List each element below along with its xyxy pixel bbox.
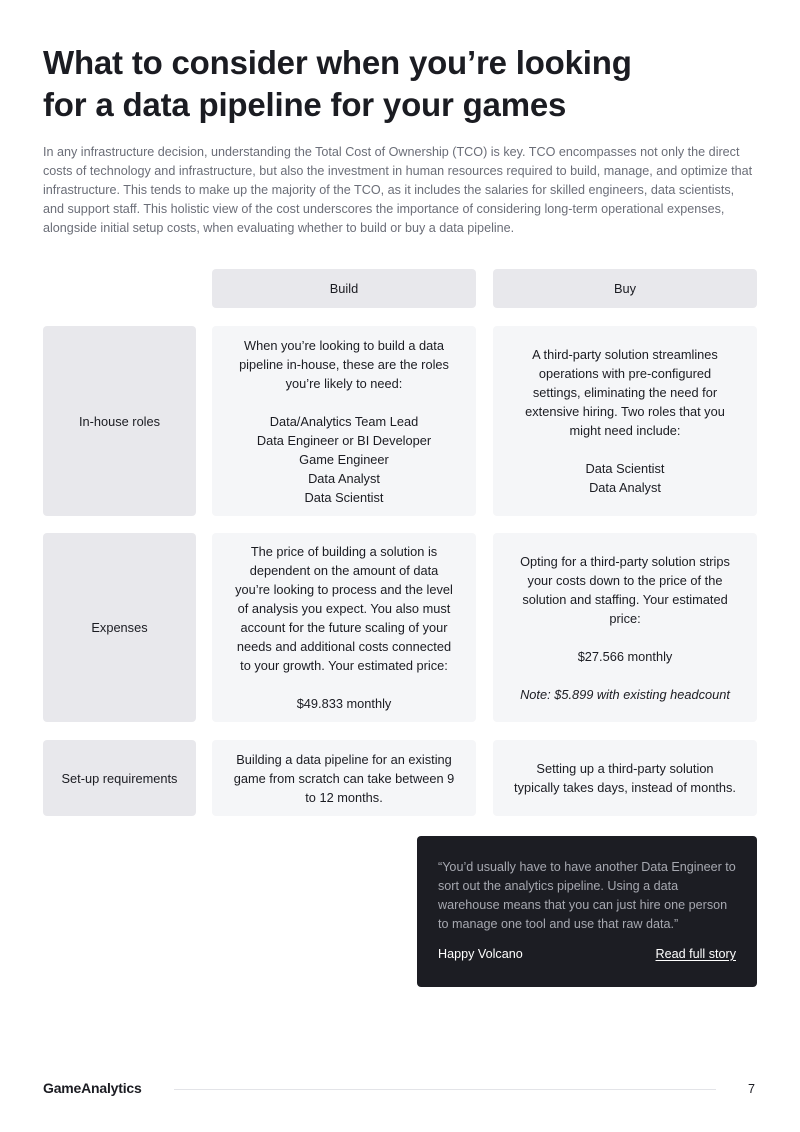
column-header-build-label: Build — [329, 281, 359, 296]
cell-text-line: to 12 months. — [305, 789, 383, 805]
cell-text-line: of analysis you expect. You also must — [237, 601, 451, 616]
row-label-text: In-house roles — [78, 413, 161, 429]
cell-build-expenses — [212, 533, 476, 722]
gameanalytics-logo: GameAnalytics — [43, 1080, 142, 1096]
cell-text-line: solution and staffing. Your estimated — [522, 591, 728, 607]
cell-build-in-house-roles — [212, 326, 476, 516]
cell-text-line: you’re likely to need: — [285, 375, 403, 391]
testimonial-author: Happy Volcano — [438, 947, 523, 961]
cell-text-line: The price of building a solution is — [250, 544, 438, 559]
cell-text-line: Opting for a third-party solution strips — [520, 553, 730, 569]
estimated-price: $27.566 monthly — [577, 648, 673, 664]
cell-text-line: dependent on the amount of data — [249, 563, 439, 578]
column-header-buy — [493, 269, 757, 308]
cell-text-line: needs and additional costs connected — [236, 639, 452, 654]
cell-text-line: game from scratch can take between 9 — [233, 770, 455, 786]
cell-text-line: account for the future scaling of your — [240, 620, 448, 635]
page-title-line-2: for a data pipeline for your games — [43, 86, 567, 123]
testimonial-footer — [438, 947, 736, 961]
cell-text-line: might need include: — [569, 423, 681, 438]
cell-text-line: to your growth. Your estimated price: — [240, 658, 448, 673]
role-item: Data Engineer or BI Developer — [256, 432, 432, 448]
cell-text-line: settings, eliminating the need for — [532, 385, 718, 400]
cell-build-set-up — [212, 740, 476, 816]
page-title — [43, 42, 743, 126]
role-item: Data Scientist — [585, 461, 665, 476]
column-header-buy-label: Buy — [613, 281, 637, 296]
testimonial-card — [417, 836, 757, 987]
testimonial-quote: “You’d usually have to have another Data Engineer to sort out the analytics pipeline. Using a data warehouse means that you can just hire one person to manage one tool and use that raw data.” — [438, 860, 736, 931]
role-item: Data/Analytics Team Lead — [269, 413, 419, 429]
cell-text-line: extensive hiring. Two roles that you — [525, 404, 725, 419]
row-label-expenses — [43, 533, 196, 722]
role-item: Data Analyst — [308, 470, 380, 486]
role-item: Data Analyst — [589, 480, 661, 495]
row-label-in-house-roles — [43, 326, 196, 516]
cell-buy-in-house-roles — [493, 326, 757, 516]
cell-text-line: A third-party solution streamlines — [532, 347, 718, 362]
role-item: Game Engineer — [299, 451, 389, 467]
role-item: Data Scientist — [304, 489, 384, 505]
cell-text-line: price: — [609, 610, 641, 626]
cell-text-line: you’re looking to process and the level — [235, 582, 453, 597]
cell-text-line: Setting up a third-party solution — [536, 761, 714, 776]
footer-divider — [174, 1089, 716, 1090]
page-title-line-1: What to consider when you’re looking — [43, 44, 632, 81]
row-label-text: Set-up requirements — [61, 770, 178, 786]
cell-text-line: When you’re looking to build a data — [244, 337, 444, 353]
row-label-text: Expenses — [91, 620, 148, 635]
cell-text-line: typically takes days, instead of months. — [514, 780, 736, 795]
cell-text-line: pipeline in-house, these are the roles — [239, 356, 449, 372]
intro-paragraph: In any infrastructure decision, understanding the Total Cost of Ownership (TCO) is key. TCO encompasses not only the direct costs of technology and infrastructure, but also the investment in human resources required to build, manage, and optimize that infrastructure. This tends to make up the majority of the TCO, as it includes the salaries for skilled engineers, data scientists, and support staff. This holistic view of the cost underscores the importance of considering long-term operational expenses, alongside initial setup costs, when evaluating whether to build or buy a data pipeline. — [43, 145, 753, 235]
cell-text-line: Building a data pipeline for an existing — [236, 751, 452, 767]
cell-buy-expenses — [493, 533, 757, 722]
column-header-build — [212, 269, 476, 308]
page-number: 7 — [748, 1082, 756, 1096]
cell-buy-set-up — [493, 740, 757, 816]
cell-text-line: your costs down to the price of the — [527, 572, 723, 588]
read-full-story-link[interactable]: Read full story — [655, 947, 736, 961]
row-label-set-up-requirements — [43, 740, 196, 816]
headcount-note: Note: $5.899 with existing headcount — [520, 686, 730, 702]
cell-text-line: operations with pre-configured — [538, 366, 712, 381]
estimated-price: $49.833 monthly — [296, 696, 392, 711]
